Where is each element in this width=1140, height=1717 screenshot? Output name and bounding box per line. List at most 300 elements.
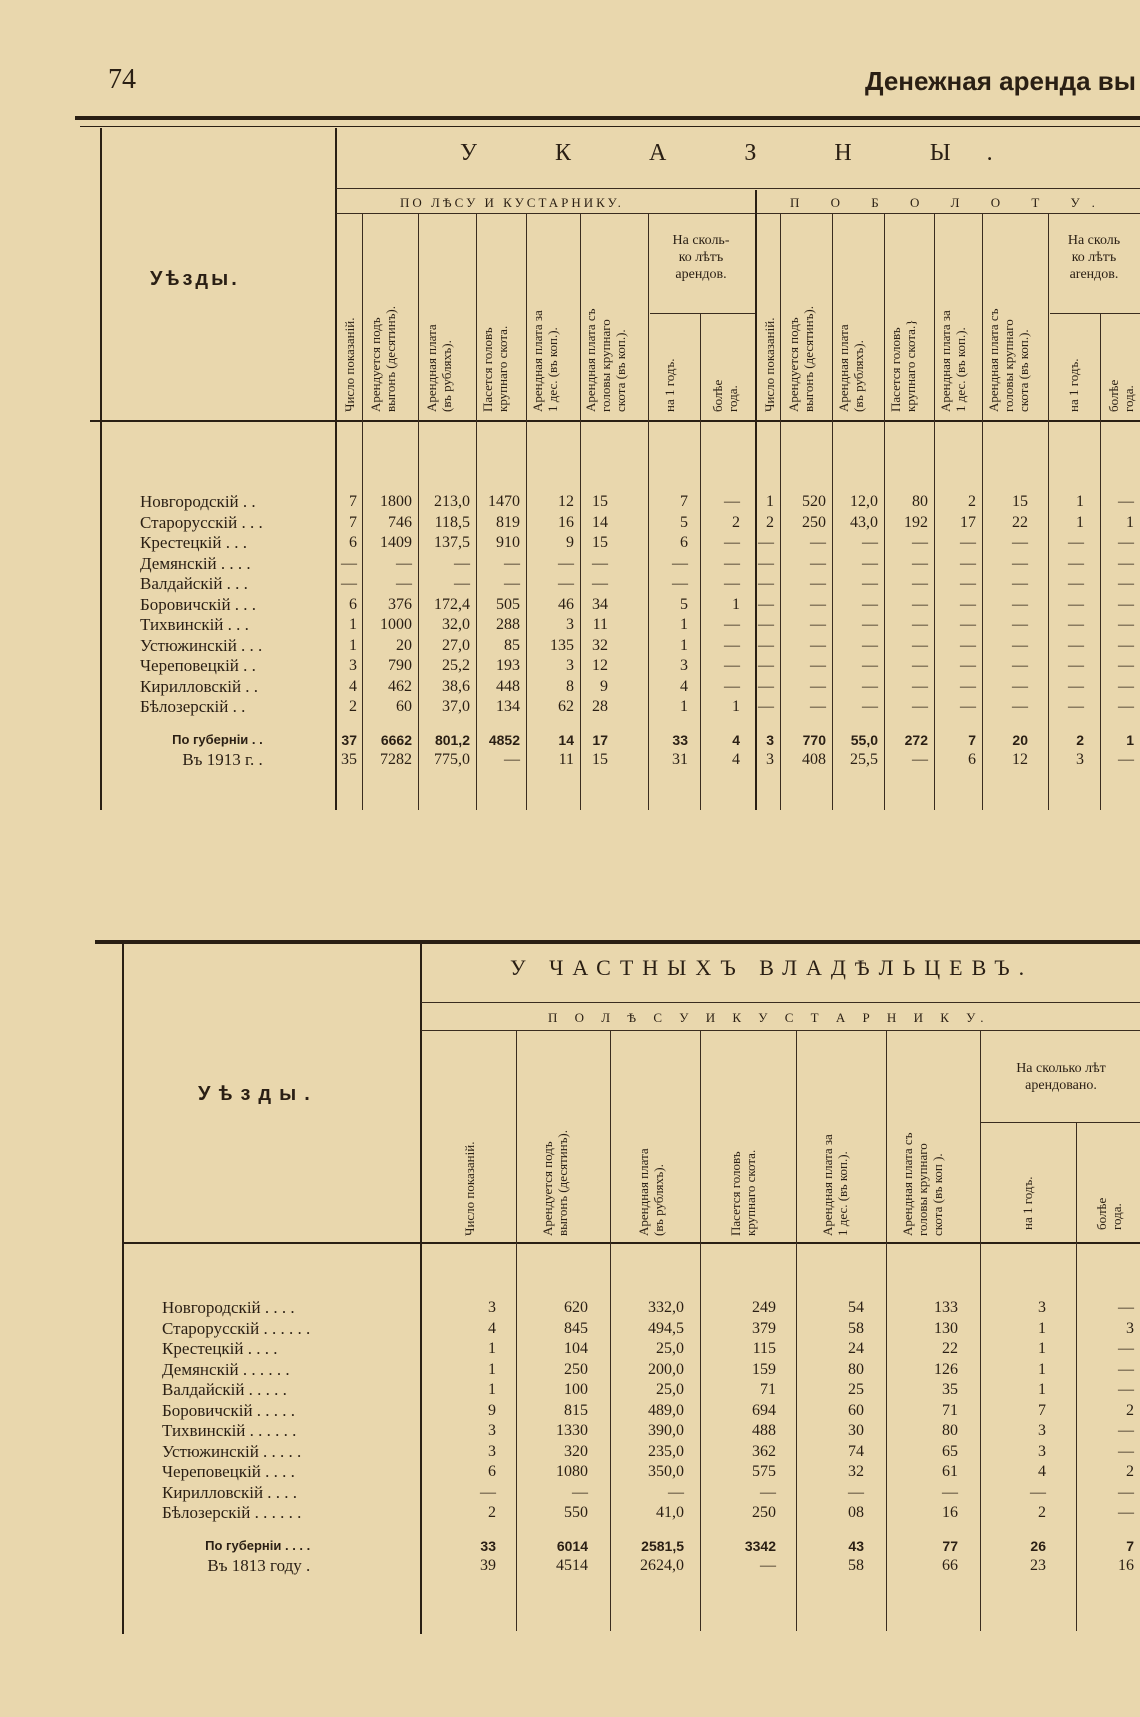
previous-year-cell: 11 bbox=[558, 751, 574, 768]
total-cell: 2 bbox=[1076, 731, 1084, 748]
total-cell: 7 bbox=[968, 731, 976, 748]
table-cell: — bbox=[810, 554, 826, 572]
table-cell: 104 bbox=[564, 1340, 588, 1357]
table-cell: 27,0 bbox=[442, 636, 470, 654]
district-name: Демянскій . . . . . . bbox=[162, 1359, 290, 1379]
table-cell: 1 bbox=[680, 636, 688, 654]
table-cell: — bbox=[1118, 1360, 1134, 1378]
table-2-title-rule bbox=[421, 1002, 1140, 1003]
table-cell: 390,0 bbox=[648, 1422, 684, 1439]
table-cell: 4 bbox=[680, 677, 688, 695]
table-1-sub-swamp: П О Б О Л О Т У. bbox=[790, 195, 1109, 210]
table-cell: 135 bbox=[550, 636, 574, 654]
table-cell: 61 bbox=[942, 1463, 958, 1480]
table-cell: 9 bbox=[600, 677, 608, 695]
table-cell: 746 bbox=[388, 513, 412, 531]
t1-swamp-col-cattle: Пасется головъ крупнаго скота.} bbox=[888, 319, 918, 412]
table-1-sub-rule bbox=[336, 213, 1140, 214]
table-cell: 2 bbox=[1126, 1401, 1134, 1419]
table-cell: — bbox=[341, 575, 357, 592]
t1-swamp-years-more: болѣе года. bbox=[1106, 379, 1136, 412]
previous-year-cell: — bbox=[760, 1557, 776, 1574]
district-name: Кирилловскій . . bbox=[140, 676, 259, 696]
table-cell: — bbox=[862, 636, 878, 654]
table-cell: 16 bbox=[558, 513, 574, 531]
table-cell: — bbox=[758, 657, 774, 674]
data-column-8 bbox=[1076, 1298, 1134, 1577]
table-cell: — bbox=[760, 1483, 776, 1501]
table-cell: 2 bbox=[968, 493, 976, 510]
table-cell: — bbox=[1118, 1340, 1134, 1357]
previous-year-cell: 39 bbox=[480, 1557, 496, 1574]
table-cell: 235,0 bbox=[648, 1442, 684, 1460]
table-cell: 37,0 bbox=[442, 698, 470, 715]
table-cell: 25 bbox=[848, 1381, 864, 1398]
table-cell: — bbox=[862, 595, 878, 613]
table-cell: 74 bbox=[848, 1442, 864, 1460]
t1-col-rent: Арендная плата (въ рубляхъ). bbox=[424, 324, 454, 412]
table-cell: 1800 bbox=[380, 493, 412, 510]
table-cell: — bbox=[1118, 616, 1134, 633]
table-2-uezdy-label: Уѣзды. bbox=[198, 1083, 318, 1105]
table-2-title: У ЧАСТНЫХЪ ВЛАДѢЛЬЦЕВЪ. bbox=[510, 955, 1034, 980]
table-cell: 448 bbox=[496, 677, 520, 695]
data-column-16 bbox=[1076, 492, 1134, 771]
table-cell: 3 bbox=[488, 1442, 496, 1460]
previous-year-cell: — bbox=[504, 751, 520, 768]
table-cell: — bbox=[480, 1483, 496, 1501]
total-cell: 2581,5 bbox=[641, 1537, 684, 1554]
table-cell: 65 bbox=[942, 1442, 958, 1460]
t1-swamp-col-rent: Арендная плата (въ рубляхъ). bbox=[836, 324, 866, 412]
table-cell: — bbox=[1068, 677, 1084, 695]
table-cell: 2 bbox=[1126, 1463, 1134, 1480]
table-cell: — bbox=[1118, 698, 1134, 715]
table-cell: 213,0 bbox=[434, 493, 470, 510]
table-cell: — bbox=[1118, 1483, 1134, 1501]
table-cell: — bbox=[960, 534, 976, 551]
data-column-1 bbox=[438, 1298, 496, 1577]
table-cell: 250 bbox=[564, 1360, 588, 1378]
table-cell: 8 bbox=[566, 677, 574, 695]
previous-year-cell: 66 bbox=[942, 1557, 958, 1574]
table-cell: 133 bbox=[934, 1299, 958, 1316]
table-cell: 7 bbox=[1038, 1401, 1046, 1419]
table-cell: 505 bbox=[496, 595, 520, 613]
table-cell: — bbox=[912, 534, 928, 551]
table-cell: — bbox=[724, 575, 740, 592]
table-1-years-rule bbox=[650, 313, 755, 314]
district-name: Валдайскій . . . bbox=[140, 574, 248, 593]
table-cell: — bbox=[960, 595, 976, 613]
table-1-left-border bbox=[100, 128, 102, 810]
t2-col-count: Число показаній. bbox=[462, 1141, 477, 1236]
table-cell: — bbox=[960, 575, 976, 592]
table-cell: — bbox=[592, 575, 608, 592]
table-cell: 3 bbox=[1038, 1422, 1046, 1439]
page-number: 74 bbox=[108, 64, 136, 95]
table-cell: 62 bbox=[558, 698, 574, 715]
table-cell: 5 bbox=[680, 595, 688, 613]
t1-years-more: болѣе года. bbox=[710, 379, 740, 412]
t2-col-area: Арендуется подъ выгонъ (десятинъ). bbox=[540, 1130, 570, 1236]
table-cell: — bbox=[1118, 1422, 1134, 1439]
table-cell: 193 bbox=[496, 657, 520, 674]
data-column-2 bbox=[354, 492, 412, 771]
table-cell: — bbox=[672, 575, 688, 592]
data-column-14 bbox=[970, 492, 1028, 771]
total-cell: 37 bbox=[341, 731, 357, 748]
table-cell: 2 bbox=[349, 698, 357, 715]
table-cell: — bbox=[724, 493, 740, 510]
table-cell: — bbox=[724, 554, 740, 572]
table-1-top-rule-thin bbox=[80, 126, 1140, 127]
table-cell: 43,0 bbox=[850, 513, 878, 531]
table-cell: — bbox=[1012, 677, 1028, 695]
table-cell: 159 bbox=[752, 1360, 776, 1378]
table-cell: — bbox=[558, 554, 574, 572]
table-cell: 250 bbox=[752, 1504, 776, 1521]
previous-year-row-label: Въ 1813 году . bbox=[207, 1556, 311, 1575]
table-cell: — bbox=[942, 1483, 958, 1501]
total-cell: 4852 bbox=[488, 731, 520, 748]
table-cell: 80 bbox=[848, 1360, 864, 1378]
table-cell: — bbox=[912, 636, 928, 654]
total-cell: 3342 bbox=[744, 1537, 776, 1554]
total-cell: 55,0 bbox=[850, 731, 878, 748]
table-cell: — bbox=[960, 554, 976, 572]
table-cell: — bbox=[1068, 575, 1084, 592]
data-column-6 bbox=[900, 1298, 958, 1577]
table-1-title-rule bbox=[336, 188, 1140, 189]
table-cell: 118,5 bbox=[434, 513, 470, 531]
district-name: Боровичскій . . . . . bbox=[162, 1400, 296, 1420]
table-cell: — bbox=[862, 616, 878, 633]
district-name: Череповецкій . . bbox=[140, 656, 256, 675]
table-cell: 1 bbox=[488, 1360, 496, 1378]
table-cell: 910 bbox=[496, 534, 520, 551]
total-cell: 7 bbox=[1126, 1537, 1134, 1554]
table-cell: 620 bbox=[564, 1299, 588, 1316]
district-name: Крестецкій . . . bbox=[140, 533, 248, 552]
table-cell: 845 bbox=[564, 1319, 588, 1337]
previous-year-cell: 4 bbox=[732, 751, 740, 768]
table-cell: 17 bbox=[960, 513, 976, 531]
table-cell: — bbox=[912, 677, 928, 695]
table-cell: 1409 bbox=[380, 534, 412, 551]
table-2-top-rule bbox=[95, 940, 1140, 944]
district-name: Кирилловскій . . . . bbox=[162, 1482, 298, 1502]
t1-col-rent-per-des: Арендная плата за 1 дес. (въ коп.). bbox=[530, 310, 560, 412]
table-cell: 22 bbox=[1012, 513, 1028, 531]
table-cell: 80 bbox=[942, 1422, 958, 1439]
table-cell: — bbox=[1118, 493, 1134, 510]
table-cell: 32,0 bbox=[442, 616, 470, 633]
table-cell: 16 bbox=[942, 1504, 958, 1521]
total-cell: 33 bbox=[672, 731, 688, 748]
table-cell: 15 bbox=[1012, 493, 1028, 510]
table-1-sub-forest: ПО ЛѢСУ И КУСТАРНИКУ. bbox=[400, 195, 624, 210]
table-cell: 819 bbox=[496, 513, 520, 531]
table-cell: 3 bbox=[1038, 1299, 1046, 1316]
table-cell: — bbox=[454, 575, 470, 592]
total-cell: 801,2 bbox=[434, 731, 470, 748]
total-cell: 20 bbox=[1012, 731, 1028, 748]
table-cell: — bbox=[758, 534, 774, 551]
table-cell: 15 bbox=[592, 534, 608, 551]
table-cell: 320 bbox=[564, 1442, 588, 1460]
table-cell: 130 bbox=[934, 1319, 958, 1337]
table-cell: 58 bbox=[848, 1319, 864, 1337]
table-cell: 60 bbox=[396, 698, 412, 715]
district-name: Тихвинскій . . . . . . bbox=[162, 1421, 297, 1440]
table-cell: — bbox=[668, 1483, 684, 1501]
table-cell: 3 bbox=[349, 657, 357, 674]
table-cell: — bbox=[758, 677, 774, 695]
table-cell: 4 bbox=[349, 677, 357, 695]
data-column-7 bbox=[988, 1298, 1046, 1577]
table-cell: — bbox=[960, 698, 976, 715]
table-cell: 2 bbox=[766, 513, 774, 531]
table-cell: 1 bbox=[349, 616, 357, 633]
table-cell: 1080 bbox=[556, 1463, 588, 1480]
table-cell: 137,5 bbox=[434, 534, 470, 551]
table-2-header-rule bbox=[122, 1242, 1140, 1244]
table-cell: — bbox=[724, 616, 740, 633]
table-cell: — bbox=[572, 1483, 588, 1501]
table-cell: 1 bbox=[680, 616, 688, 633]
table-cell: 489,0 bbox=[648, 1401, 684, 1419]
total-row-label: По губерніи . . . . bbox=[205, 1537, 311, 1553]
table-cell: 54 bbox=[848, 1299, 864, 1316]
table-cell: 1330 bbox=[556, 1422, 588, 1439]
table-cell: — bbox=[912, 554, 928, 572]
table-cell: 38,6 bbox=[442, 677, 470, 695]
table-cell: 815 bbox=[564, 1401, 588, 1419]
table-cell: 379 bbox=[752, 1319, 776, 1337]
table-cell: — bbox=[912, 575, 928, 592]
table-cell: 71 bbox=[942, 1401, 958, 1419]
table-cell: 3 bbox=[566, 657, 574, 674]
table-cell: — bbox=[960, 657, 976, 674]
table-cell: — bbox=[724, 636, 740, 654]
table-cell: — bbox=[504, 554, 520, 572]
table-cell: — bbox=[558, 575, 574, 592]
table-cell: — bbox=[960, 677, 976, 695]
table-cell: — bbox=[862, 575, 878, 592]
total-cell: 6662 bbox=[380, 731, 412, 748]
table-cell: 5 bbox=[680, 513, 688, 531]
table-cell: 1 bbox=[1038, 1381, 1046, 1398]
table-cell: — bbox=[1012, 595, 1028, 613]
previous-year-cell: 775,0 bbox=[434, 751, 470, 768]
table-cell: — bbox=[1118, 636, 1134, 654]
total-cell: 26 bbox=[1030, 1537, 1046, 1554]
table-cell: — bbox=[724, 534, 740, 551]
table-cell: 550 bbox=[564, 1504, 588, 1521]
table-cell: — bbox=[758, 698, 774, 715]
table-cell: 1470 bbox=[488, 493, 520, 510]
table-cell: 3 bbox=[488, 1299, 496, 1316]
table-cell: 3 bbox=[488, 1422, 496, 1439]
table-cell: — bbox=[810, 698, 826, 715]
table-cell: — bbox=[396, 554, 412, 572]
table-cell: 08 bbox=[848, 1504, 864, 1521]
table-cell: 350,0 bbox=[648, 1463, 684, 1480]
table-cell: 3 bbox=[1038, 1442, 1046, 1460]
previous-year-cell: 15 bbox=[592, 751, 608, 768]
total-cell: 1 bbox=[1126, 731, 1134, 748]
table-cell: — bbox=[1118, 1381, 1134, 1398]
table-cell: 20 bbox=[396, 636, 412, 654]
table-cell: — bbox=[1012, 698, 1028, 715]
previous-year-cell: 4514 bbox=[556, 1557, 588, 1574]
table-cell: — bbox=[1118, 677, 1134, 695]
t1-swamp-col-rent-per-head: Арендная плата съ головы крупнаго скота (въ коп.). bbox=[986, 308, 1031, 412]
t1-years-1: на 1 годъ. bbox=[662, 358, 677, 412]
table-cell: 1 bbox=[1038, 1360, 1046, 1378]
table-2-sub-rule bbox=[421, 1030, 1140, 1031]
district-name: Новгородскій . . . . bbox=[162, 1298, 295, 1317]
table-cell: 1 bbox=[1076, 513, 1084, 531]
table-cell: — bbox=[810, 616, 826, 633]
table-cell: 172,4 bbox=[434, 595, 470, 613]
table-cell: 1 bbox=[732, 595, 740, 613]
table-cell: 2 bbox=[488, 1504, 496, 1521]
table-1-district-names bbox=[140, 492, 263, 771]
district-name: Череповецкій . . . . bbox=[162, 1462, 295, 1481]
t2-years-head: На сколько лѣт арендовано. bbox=[1016, 1061, 1106, 1093]
table-cell: — bbox=[758, 616, 774, 633]
table-cell: — bbox=[1068, 657, 1084, 674]
table-cell: — bbox=[1068, 595, 1084, 613]
table-cell: 462 bbox=[388, 677, 412, 695]
table-cell: 575 bbox=[752, 1463, 776, 1480]
district-name: Тихвинскій . . . bbox=[140, 615, 249, 634]
total-cell: 6014 bbox=[556, 1537, 588, 1554]
table-cell: 7 bbox=[349, 513, 357, 531]
table-cell: 60 bbox=[848, 1401, 864, 1419]
table-2-name-divider bbox=[420, 944, 422, 1634]
table-cell: 250 bbox=[802, 513, 826, 531]
table-cell: 7 bbox=[680, 493, 688, 510]
table-cell: — bbox=[862, 534, 878, 551]
t1-swamp-years-head: На сколь ко лѣтъ arендов. bbox=[1067, 233, 1121, 282]
table-cell: — bbox=[1118, 554, 1134, 572]
table-cell: — bbox=[848, 1483, 864, 1501]
table-cell: 115 bbox=[752, 1340, 776, 1357]
table-cell: 12,0 bbox=[850, 493, 878, 510]
total-cell: 33 bbox=[480, 1537, 496, 1554]
t1-swamp-col-count: Число показаній. bbox=[762, 317, 777, 412]
table-cell: 34 bbox=[592, 595, 608, 613]
district-name: Старорусскій . . . . . . bbox=[162, 1318, 311, 1338]
table-cell: 6 bbox=[349, 534, 357, 551]
table-cell: 200,0 bbox=[648, 1360, 684, 1378]
table-cell: — bbox=[758, 595, 774, 613]
table-cell: — bbox=[862, 657, 878, 674]
table-cell: 9 bbox=[566, 534, 574, 551]
table-cell: 2 bbox=[1038, 1504, 1046, 1521]
table-cell: — bbox=[960, 616, 976, 633]
previous-year-cell: 408 bbox=[802, 751, 826, 768]
table-cell: — bbox=[1012, 554, 1028, 572]
table-cell: 1 bbox=[488, 1381, 496, 1398]
table-1-title: У К А З Н Ы. bbox=[460, 140, 1029, 166]
table-cell: — bbox=[810, 636, 826, 654]
table-cell: — bbox=[1012, 534, 1028, 551]
table-cell: 3 bbox=[680, 657, 688, 674]
table-cell: 32 bbox=[848, 1463, 864, 1480]
table-cell: 6 bbox=[349, 595, 357, 613]
previous-year-cell: 23 bbox=[1030, 1557, 1046, 1574]
table-cell: 11 bbox=[592, 616, 608, 633]
table-cell: — bbox=[758, 575, 774, 592]
previous-year-cell: 2624,0 bbox=[640, 1557, 684, 1574]
table-cell: 1 bbox=[1076, 493, 1084, 510]
data-column-5 bbox=[806, 1298, 864, 1577]
table-cell: 126 bbox=[934, 1360, 958, 1378]
data-column-7 bbox=[630, 492, 688, 771]
table-cell: 488 bbox=[752, 1422, 776, 1439]
table-cell: 494,5 bbox=[648, 1319, 684, 1337]
district-name: Бѣлозерскій . . bbox=[140, 697, 246, 716]
t2-col-cattle: Пасется головъ крупнаго скота. bbox=[728, 1149, 758, 1236]
table-cell: — bbox=[810, 677, 826, 695]
table-cell: — bbox=[1118, 1504, 1134, 1521]
table-cell: 4 bbox=[1038, 1463, 1046, 1480]
table-cell: 25,2 bbox=[442, 657, 470, 674]
data-column-1 bbox=[299, 492, 357, 771]
data-column-6 bbox=[550, 492, 608, 771]
table-cell: — bbox=[1012, 636, 1028, 654]
table-cell: — bbox=[862, 554, 878, 572]
t1-years-head: На сколь- ко лѣтъ арендов. bbox=[672, 233, 730, 282]
t2-col-rent: Арендная плата (въ рубляхъ). bbox=[636, 1148, 666, 1236]
table-cell: — bbox=[1068, 616, 1084, 633]
previous-year-cell: 3 bbox=[766, 751, 774, 768]
table-cell: 4 bbox=[488, 1319, 496, 1337]
table-cell: 376 bbox=[388, 595, 412, 613]
table-cell: 12 bbox=[592, 657, 608, 674]
data-column-4 bbox=[462, 492, 520, 771]
table-cell: — bbox=[1012, 616, 1028, 633]
table-cell: 6 bbox=[680, 534, 688, 551]
table-cell: 7 bbox=[349, 493, 357, 510]
table-cell: 71 bbox=[760, 1381, 776, 1398]
table-2-sub: П О Л Ѣ С У И К У С Т А Р Н И К У. bbox=[548, 1010, 991, 1025]
previous-year-cell: 3 bbox=[1076, 751, 1084, 768]
table-cell: 1 bbox=[732, 698, 740, 715]
previous-year-row-label: Въ 1913 г. . bbox=[182, 750, 263, 769]
table-cell: — bbox=[672, 554, 688, 572]
table-cell: — bbox=[862, 677, 878, 695]
table-cell: 694 bbox=[752, 1401, 776, 1419]
table-cell: — bbox=[1118, 1299, 1134, 1316]
table-cell: 25,0 bbox=[656, 1340, 684, 1357]
district-name: Устюжинскій . . . . . bbox=[162, 1441, 302, 1461]
district-name: Демянскій . . . . bbox=[140, 553, 251, 573]
district-name: Новгородскій . . bbox=[140, 492, 256, 511]
table-cell: 35 bbox=[942, 1381, 958, 1398]
table-cell: 1 bbox=[349, 636, 357, 654]
t1-col-cattle: Пасется головъ крупнаго скота. bbox=[480, 325, 510, 412]
table-cell: 3 bbox=[1126, 1319, 1134, 1337]
previous-year-cell: — bbox=[912, 751, 928, 768]
district-name: Устюжинскій . . . bbox=[140, 635, 263, 655]
table-cell: 9 bbox=[488, 1401, 496, 1419]
table-cell: 2 bbox=[732, 513, 740, 531]
